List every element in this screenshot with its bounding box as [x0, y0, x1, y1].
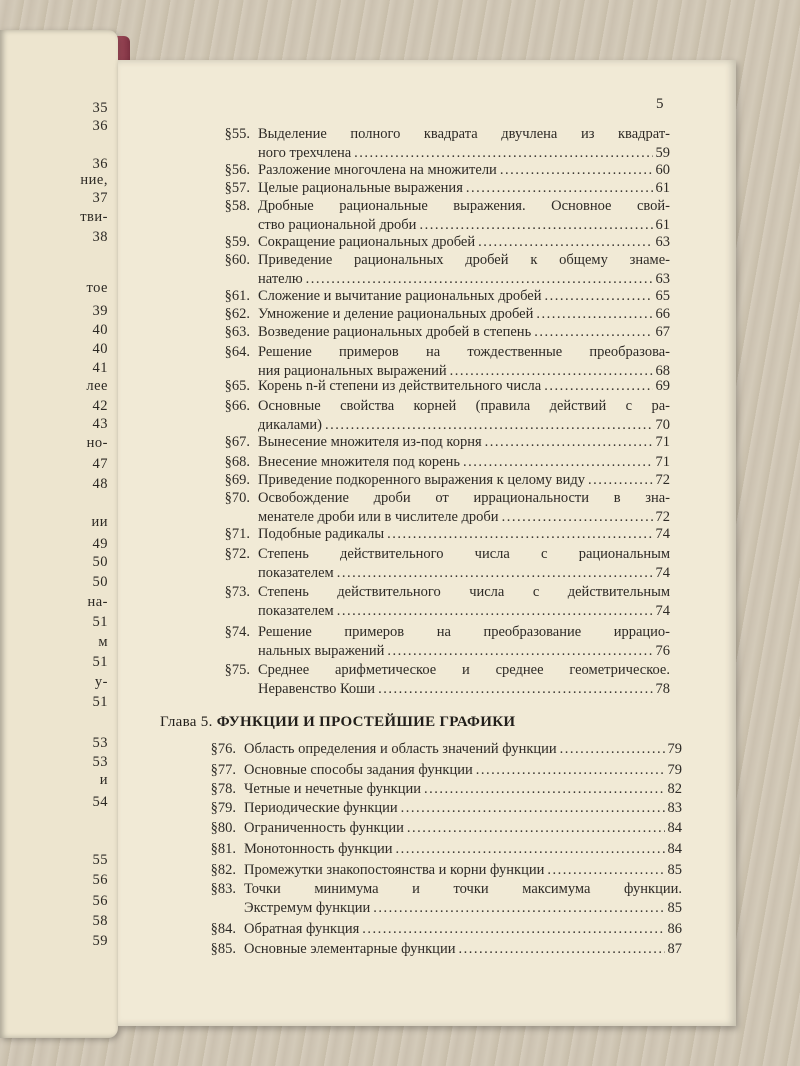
section-number: §56.	[224, 162, 250, 178]
toc-entry-line	[258, 472, 670, 489]
page-ref: 74	[655, 526, 670, 542]
section-title: Умножение и деление рациональных дробей	[258, 306, 534, 322]
left-page-fragment: 51	[92, 614, 108, 630]
dot-leader	[396, 841, 665, 858]
toc-entry-line	[244, 921, 682, 938]
toc-entry-line	[244, 800, 682, 817]
section-number: §79.	[210, 800, 236, 816]
page-ref: 78	[655, 680, 670, 697]
section-number: §63.	[224, 324, 250, 340]
chapter-label: Глава 5.	[160, 714, 213, 730]
toc-entry-line	[258, 324, 670, 341]
toc-entry-line	[244, 820, 682, 837]
left-page-fragment: тви-	[80, 209, 108, 225]
page-ref: 65	[655, 288, 670, 304]
section-number: §81.	[210, 841, 236, 857]
toc-entry-line	[258, 180, 670, 197]
page-ref: 79	[667, 741, 682, 757]
toc-entry-line	[258, 271, 670, 288]
section-number: §76.	[210, 741, 236, 757]
dot-leader	[306, 271, 653, 288]
toc-entry-line	[258, 217, 670, 234]
section-title: Приведение подкоренного выражения к целому виду	[258, 472, 586, 488]
section-number: §58.	[224, 198, 250, 214]
page-ref: 59	[655, 144, 670, 161]
chapter-title: ФУНКЦИИ И ПРОСТЕЙШИЕ ГРАФИКИ	[216, 714, 516, 730]
toc-entry-line	[258, 565, 670, 582]
section-number: §64.	[224, 344, 250, 360]
left-page-fragment: 42	[92, 398, 108, 414]
page-ref: 61	[655, 216, 670, 233]
section-title: Решение примеров на преобразование иррацио-	[258, 624, 670, 640]
section-number: §73.	[224, 584, 250, 600]
toc-entry-line	[258, 603, 670, 620]
page-ref: 71	[655, 434, 670, 450]
section-number: §80.	[210, 820, 236, 836]
left-page-fragment: у-	[94, 674, 108, 690]
section-number: §68.	[224, 454, 250, 470]
page-ref: 82	[667, 781, 682, 797]
left-page-fragment: 58	[92, 913, 108, 929]
dot-leader	[354, 145, 652, 162]
section-number: §60.	[224, 252, 250, 268]
section-number: §59.	[224, 234, 250, 250]
toc-entry-line	[244, 841, 682, 858]
section-title: Степень действительного числа с рациональным	[258, 546, 670, 562]
section-number: §83.	[210, 881, 236, 897]
dot-leader	[362, 921, 664, 938]
left-page-fragment: 36	[92, 156, 108, 172]
dot-leader	[534, 324, 652, 341]
page-ref: 87	[667, 941, 682, 957]
section-title: Ограниченность функции	[244, 820, 404, 836]
left-page-fragment: 50	[92, 554, 108, 570]
dot-leader	[424, 781, 665, 798]
section-number: §70.	[224, 490, 250, 506]
left-page-fragment: 40	[92, 322, 108, 338]
toc-entry-line	[258, 288, 670, 305]
section-title: показателем	[258, 602, 334, 619]
page-ref: 63	[655, 234, 670, 250]
section-number: §77.	[210, 762, 236, 778]
section-number: §72.	[224, 546, 250, 562]
left-page-fragment: 56	[92, 893, 108, 909]
toc-entry-line	[258, 234, 670, 251]
section-number: §71.	[224, 526, 250, 542]
left-page-fragment: 41	[92, 360, 108, 376]
dot-leader	[560, 741, 665, 758]
page-ref: 71	[655, 454, 670, 470]
page-ref: 66	[655, 306, 670, 322]
section-title: Решение примеров на тождественные преобразова-	[258, 344, 670, 360]
toc-entry-line	[244, 900, 682, 917]
left-page-fragment: 53	[92, 754, 108, 770]
page-ref: 63	[655, 270, 670, 287]
page-ref: 74	[655, 564, 670, 581]
left-page-fragment: 39	[92, 303, 108, 319]
dot-leader	[337, 603, 653, 620]
page-ref: 70	[655, 416, 670, 433]
page-ref: 79	[667, 762, 682, 778]
section-title: Промежутки знакопостоянства и корни функции	[244, 862, 545, 878]
section-title: Сложение и вычитание рациональных дробей	[258, 288, 542, 304]
page-ref: 85	[667, 899, 682, 916]
dot-leader	[500, 162, 653, 179]
page-ref: 72	[655, 472, 670, 488]
page-ref: 84	[667, 820, 682, 836]
left-page-fragment: 37	[92, 190, 108, 206]
dot-leader	[478, 234, 652, 251]
page-number: 5	[656, 96, 664, 112]
section-number: §62.	[224, 306, 250, 322]
dot-leader	[485, 434, 653, 451]
page-ref: 86	[667, 921, 682, 937]
left-page-fragment: 48	[92, 476, 108, 492]
section-title: менателе дроби или в числителе дроби	[258, 508, 499, 525]
dot-leader	[466, 180, 653, 197]
left-page-fragment: 56	[92, 872, 108, 888]
toc-entry-line	[244, 862, 682, 879]
section-number: §67.	[224, 434, 250, 450]
left-page-fragment: тое	[86, 280, 108, 296]
dot-leader	[536, 306, 652, 323]
left-page-fragment: 53	[92, 735, 108, 751]
left-page-fragment: м	[98, 634, 108, 650]
page-ref: 68	[655, 362, 670, 379]
dot-leader	[419, 217, 652, 234]
section-number: §65.	[224, 378, 250, 394]
toc-entry-line	[258, 681, 670, 698]
left-page-fragment: 55	[92, 852, 108, 868]
left-page-fragment: 35	[92, 100, 108, 116]
dot-leader	[458, 941, 664, 958]
section-title: Среднее арифметическое и среднее геометрическое.	[258, 662, 670, 678]
section-title: Целые рациональные выражения	[258, 180, 463, 196]
page-ref: 69	[655, 378, 670, 394]
page-ref: 61	[655, 180, 670, 196]
dot-leader	[387, 643, 652, 660]
page-ref: 72	[655, 508, 670, 525]
left-page-fragment: на-	[87, 594, 108, 610]
page-ref: 84	[667, 841, 682, 857]
left-page-fragment: ние,	[80, 172, 108, 188]
dot-leader	[373, 900, 664, 917]
dot-leader	[401, 800, 665, 817]
section-title: Обратная функция	[244, 921, 360, 937]
left-page-fragment: 49	[92, 536, 108, 552]
left-page-fragment: 50	[92, 574, 108, 590]
section-number: §78.	[210, 781, 236, 797]
section-title: Экстремум функции	[244, 899, 371, 916]
section-title: Степень действительного числа с действительным	[258, 584, 670, 600]
left-page-fragment: 51	[92, 694, 108, 710]
section-title: Периодические функции	[244, 800, 398, 816]
left-page-fragment: но-	[86, 435, 108, 451]
section-number: §57.	[224, 180, 250, 196]
section-title: Вынесение множителя из-под корня	[258, 434, 482, 450]
section-title: Корень n-й степени из действительного числа	[258, 378, 542, 394]
left-page-fragment: 36	[92, 118, 108, 134]
dot-leader	[502, 509, 653, 526]
section-title: Внесение множителя под корень	[258, 454, 460, 470]
chapter-heading	[160, 714, 515, 731]
toc-entry-line	[258, 526, 670, 543]
section-number: §75.	[224, 662, 250, 678]
left-page-fragment: лее	[86, 378, 108, 394]
section-title: дикалами)	[258, 416, 322, 433]
section-title: Основные элементарные функции	[244, 941, 456, 957]
toc-entry-line	[258, 378, 670, 395]
dot-leader	[450, 363, 653, 380]
section-title: Точки минимума и точки максимума функции.	[244, 881, 682, 897]
page-ref: 67	[655, 324, 670, 340]
toc-entry-line	[244, 741, 682, 758]
section-number: §74.	[224, 624, 250, 640]
section-number: §82.	[210, 862, 236, 878]
section-title: Область определения и область значений функции	[244, 741, 557, 757]
toc-entry-line	[244, 781, 682, 798]
left-page-fragment: и	[99, 772, 108, 788]
section-title: Освобождение дроби от иррациональности в зна-	[258, 490, 670, 506]
section-number: §55.	[224, 126, 250, 142]
page-ref: 85	[667, 862, 682, 878]
section-title: Монотонность функции	[244, 841, 393, 857]
dot-leader	[588, 472, 652, 489]
section-title: нателю	[258, 270, 303, 287]
left-page-fragment: 40	[92, 341, 108, 357]
section-number: §66.	[224, 398, 250, 414]
toc-entry-line	[258, 509, 670, 526]
toc-entry-line	[258, 145, 670, 162]
section-title: ного трехчлена	[258, 144, 352, 161]
toc-entry-line	[258, 434, 670, 451]
toc-entry-line	[258, 306, 670, 323]
toc-entry-line	[258, 454, 670, 471]
section-title: Сокращение рациональных дробей	[258, 234, 476, 250]
section-title: ния рациональных выражений	[258, 362, 447, 379]
page-ref: 60	[655, 162, 670, 178]
dot-leader	[387, 526, 652, 543]
left-page-fragment: 59	[92, 933, 108, 949]
section-title: ство рациональной дроби	[258, 216, 417, 233]
left-page-fragment: 47	[92, 456, 108, 472]
toc-entry-line	[244, 941, 682, 958]
dot-leader	[407, 820, 665, 837]
dot-leader	[378, 681, 652, 698]
page-ref: 83	[667, 800, 682, 816]
section-title: показателем	[258, 564, 334, 581]
toc-entry-line	[258, 162, 670, 179]
toc-entry-line	[258, 363, 670, 380]
dot-leader	[463, 454, 653, 471]
section-title: Приведение рациональных дробей к общему знаме-	[258, 252, 670, 268]
dot-leader	[544, 378, 652, 395]
section-title: Основные свойства корней (правила действий с ра-	[258, 398, 670, 414]
section-number: §69.	[224, 472, 250, 488]
section-title: Дробные рациональные выражения. Основное свой-	[258, 198, 670, 214]
page-ref: 74	[655, 602, 670, 619]
toc-entry-line	[258, 643, 670, 660]
dot-leader	[325, 417, 653, 434]
dot-leader	[337, 565, 653, 582]
section-title: Выделение полного квадрата двучлена из квадрат-	[258, 126, 670, 142]
section-title: Разложение многочлена на множители	[258, 162, 497, 178]
left-page-fragment: ии	[91, 514, 108, 530]
left-page-fragment: 51	[92, 654, 108, 670]
section-title: нальных выражений	[258, 642, 385, 659]
section-title: Основные способы задания функции	[244, 762, 473, 778]
left-page-fragment: 43	[92, 416, 108, 432]
page-ref: 76	[655, 642, 670, 659]
section-title: Четные и нечетные функции	[244, 781, 421, 797]
toc-entry-line	[258, 417, 670, 434]
toc-entry-line	[244, 762, 682, 779]
dot-leader	[547, 862, 664, 879]
left-page	[0, 30, 118, 1038]
section-title: Возведение рациональных дробей в степень	[258, 324, 532, 340]
section-number: §84.	[210, 921, 236, 937]
section-number: §61.	[224, 288, 250, 304]
section-title: Неравенство Коши	[258, 680, 376, 697]
section-number: §85.	[210, 941, 236, 957]
left-page-fragment: 54	[92, 794, 108, 810]
dot-leader	[544, 288, 652, 305]
dot-leader	[476, 762, 665, 779]
left-page-fragment: 38	[92, 229, 108, 245]
section-title: Подобные радикалы	[258, 526, 385, 542]
